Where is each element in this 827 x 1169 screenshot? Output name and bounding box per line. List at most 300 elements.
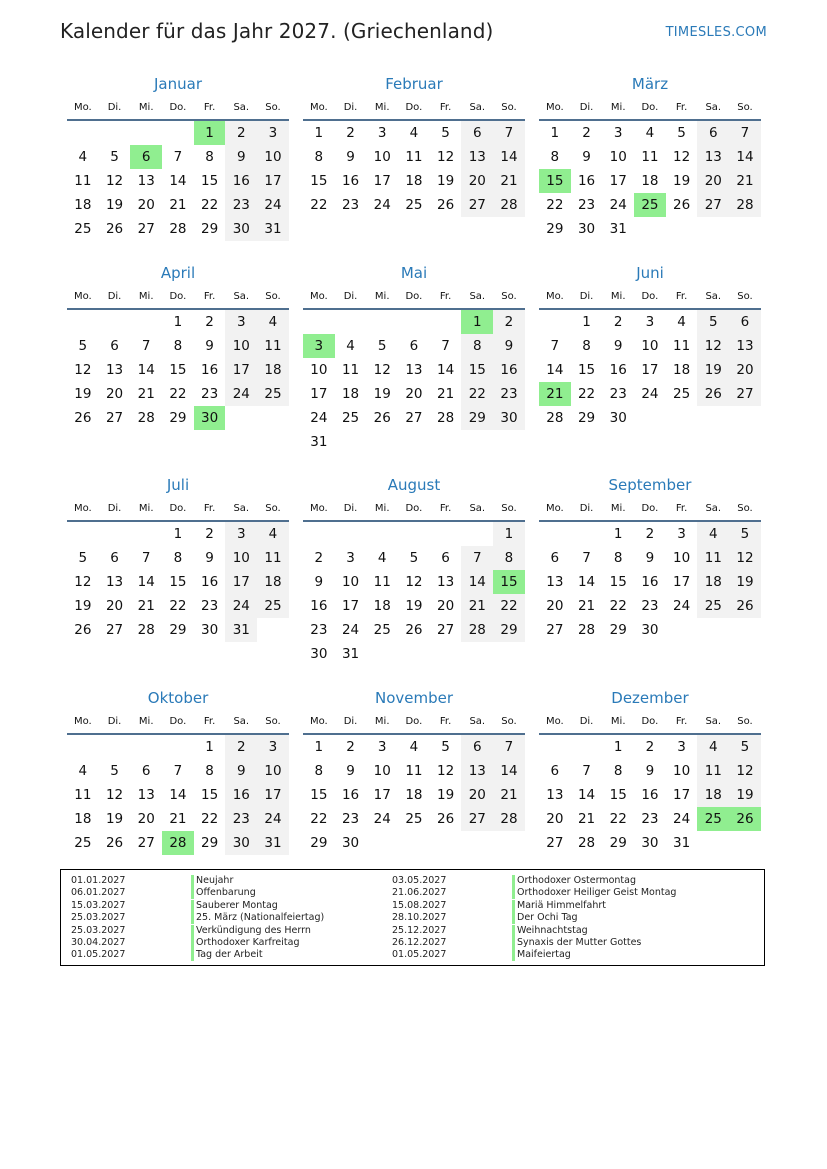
day-cell[interactable]: 1 [314, 125, 324, 141]
day-cell[interactable]: 21 [493, 169, 525, 193]
day-cell[interactable]: 9 [346, 763, 355, 779]
day-cell[interactable]: 5 [110, 763, 119, 779]
day-cell[interactable]: 4 [645, 125, 655, 141]
day-cell[interactable]: 5 [409, 550, 419, 566]
day-cell[interactable]: 23 [641, 811, 659, 827]
day-cell[interactable]: 27 [461, 193, 493, 217]
day-cell[interactable]: 20 [105, 598, 124, 614]
day-cell[interactable]: 1 [613, 739, 623, 755]
day-cell[interactable]: 11 [373, 574, 391, 590]
day-cell[interactable]: 13 [729, 334, 761, 358]
day-cell[interactable]: 13 [405, 362, 423, 378]
day-cell[interactable]: 29 [493, 618, 525, 642]
day-cell[interactable]: 14 [169, 173, 187, 189]
day-cell[interactable]: 9 [346, 149, 355, 165]
day-cell[interactable]: 2 [346, 125, 355, 141]
day-cell[interactable]: 28 [577, 835, 596, 851]
day-cell[interactable]: 22 [577, 386, 596, 402]
day-cell[interactable]: 29 [546, 221, 564, 237]
day-cell[interactable]: 6 [110, 550, 119, 566]
day-cell[interactable]: 27 [137, 835, 155, 851]
day-cell[interactable]: 15 [461, 358, 493, 382]
day-cell[interactable]: 12 [697, 334, 729, 358]
day-cell[interactable]: 31 [225, 618, 257, 642]
holiday-day-cell[interactable]: 1 [461, 310, 493, 334]
day-cell[interactable]: 13 [461, 759, 493, 783]
day-cell[interactable]: 24 [673, 598, 691, 614]
day-cell[interactable]: 30 [225, 217, 257, 241]
day-cell[interactable]: 9 [225, 759, 257, 783]
day-cell[interactable]: 7 [582, 763, 591, 779]
day-cell[interactable]: 18 [74, 197, 92, 213]
day-cell[interactable]: 4 [377, 550, 387, 566]
day-cell[interactable]: 2 [613, 314, 623, 330]
day-cell[interactable]: 24 [257, 807, 289, 831]
day-cell[interactable]: 16 [641, 787, 659, 803]
day-cell[interactable]: 4 [409, 125, 419, 141]
day-cell[interactable]: 14 [461, 570, 493, 594]
day-cell[interactable]: 12 [729, 759, 761, 783]
day-cell[interactable]: 19 [729, 570, 761, 594]
day-cell[interactable]: 10 [609, 149, 627, 165]
day-cell[interactable]: 5 [377, 338, 387, 354]
day-cell[interactable]: 28 [493, 193, 525, 217]
day-cell[interactable]: 20 [546, 598, 564, 614]
day-cell[interactable]: 1 [205, 739, 214, 755]
day-cell[interactable]: 31 [341, 646, 360, 662]
day-cell[interactable]: 21 [577, 598, 596, 614]
day-cell[interactable]: 26 [373, 410, 391, 426]
day-cell[interactable]: 16 [609, 362, 627, 378]
day-cell[interactable]: 6 [697, 121, 729, 145]
day-cell[interactable]: 21 [137, 386, 155, 402]
day-cell[interactable]: 23 [310, 622, 328, 638]
day-cell[interactable]: 3 [257, 121, 289, 145]
day-cell[interactable]: 17 [310, 386, 328, 402]
day-cell[interactable]: 10 [310, 362, 328, 378]
day-cell[interactable]: 28 [137, 622, 155, 638]
day-cell[interactable]: 9 [493, 334, 525, 358]
day-cell[interactable]: 30 [225, 831, 257, 855]
day-cell[interactable]: 21 [169, 197, 187, 213]
day-cell[interactable]: 26 [105, 221, 124, 237]
day-cell[interactable]: 12 [437, 763, 455, 779]
day-cell[interactable]: 20 [137, 197, 155, 213]
day-cell[interactable]: 17 [641, 362, 659, 378]
day-cell[interactable]: 29 [201, 835, 219, 851]
day-cell[interactable]: 2 [493, 310, 525, 334]
holiday-day-cell[interactable]: 26 [729, 807, 761, 831]
day-cell[interactable]: 1 [613, 526, 623, 542]
day-cell[interactable]: 7 [493, 121, 525, 145]
day-cell[interactable]: 15 [609, 574, 627, 590]
day-cell[interactable]: 30 [577, 221, 596, 237]
day-cell[interactable]: 27 [546, 622, 564, 638]
day-cell[interactable]: 29 [609, 622, 627, 638]
day-cell[interactable]: 30 [493, 406, 525, 430]
day-cell[interactable]: 14 [137, 574, 155, 590]
day-cell[interactable]: 15 [201, 173, 219, 189]
day-cell[interactable]: 25 [405, 811, 423, 827]
day-cell[interactable]: 13 [546, 787, 564, 803]
day-cell[interactable]: 12 [74, 574, 92, 590]
day-cell[interactable]: 25 [257, 382, 289, 406]
day-cell[interactable]: 7 [141, 550, 151, 566]
day-cell[interactable]: 2 [346, 739, 355, 755]
day-cell[interactable]: 17 [225, 358, 257, 382]
day-cell[interactable]: 1 [173, 314, 183, 330]
day-cell[interactable]: 4 [697, 522, 729, 546]
holiday-day-cell[interactable]: 28 [162, 831, 194, 855]
day-cell[interactable]: 3 [257, 735, 289, 759]
brand-link[interactable]: TIMESLES.COM [665, 25, 767, 40]
day-cell[interactable]: 16 [225, 783, 257, 807]
day-cell[interactable]: 25 [341, 410, 360, 426]
day-cell[interactable]: 28 [169, 221, 187, 237]
day-cell[interactable]: 25 [373, 622, 391, 638]
day-cell[interactable]: 18 [697, 570, 729, 594]
day-cell[interactable]: 29 [169, 622, 187, 638]
day-cell[interactable]: 24 [673, 811, 691, 827]
day-cell[interactable]: 23 [201, 386, 219, 402]
day-cell[interactable]: 31 [257, 831, 289, 855]
day-cell[interactable]: 23 [493, 382, 525, 406]
day-cell[interactable]: 5 [677, 125, 686, 141]
day-cell[interactable]: 1 [314, 739, 324, 755]
holiday-day-cell[interactable]: 1 [194, 121, 226, 145]
holiday-day-cell[interactable]: 25 [634, 193, 666, 217]
day-cell[interactable]: 15 [310, 787, 328, 803]
day-cell[interactable]: 29 [310, 835, 328, 851]
day-cell[interactable]: 31 [257, 217, 289, 241]
day-cell[interactable]: 3 [225, 310, 257, 334]
day-cell[interactable]: 26 [405, 622, 423, 638]
day-cell[interactable]: 13 [546, 574, 564, 590]
day-cell[interactable]: 29 [169, 410, 187, 426]
day-cell[interactable]: 6 [141, 763, 151, 779]
day-cell[interactable]: 24 [310, 410, 328, 426]
day-cell[interactable]: 3 [377, 739, 387, 755]
day-cell[interactable]: 25 [405, 197, 423, 213]
day-cell[interactable]: 22 [493, 594, 525, 618]
day-cell[interactable]: 22 [609, 598, 627, 614]
day-cell[interactable]: 2 [225, 735, 257, 759]
day-cell[interactable]: 17 [673, 574, 691, 590]
day-cell[interactable]: 29 [609, 835, 627, 851]
day-cell[interactable]: 21 [169, 811, 187, 827]
day-cell[interactable]: 16 [201, 574, 219, 590]
day-cell[interactable]: 22 [609, 811, 627, 827]
day-cell[interactable]: 23 [225, 807, 257, 831]
day-cell[interactable]: 23 [641, 598, 659, 614]
day-cell[interactable]: 5 [78, 338, 88, 354]
day-cell[interactable]: 24 [641, 386, 659, 402]
day-cell[interactable]: 14 [169, 787, 187, 803]
day-cell[interactable]: 4 [257, 522, 289, 546]
day-cell[interactable]: 22 [310, 197, 328, 213]
day-cell[interactable]: 18 [405, 173, 423, 189]
day-cell[interactable]: 22 [310, 811, 328, 827]
day-cell[interactable]: 10 [225, 546, 257, 570]
holiday-day-cell[interactable]: 21 [539, 382, 571, 406]
day-cell[interactable]: 26 [673, 197, 691, 213]
day-cell[interactable]: 20 [461, 783, 493, 807]
day-cell[interactable]: 10 [257, 759, 289, 783]
day-cell[interactable]: 26 [437, 197, 455, 213]
day-cell[interactable]: 22 [546, 197, 564, 213]
day-cell[interactable]: 18 [641, 173, 659, 189]
day-cell[interactable]: 6 [110, 338, 119, 354]
day-cell[interactable]: 13 [137, 173, 155, 189]
day-cell[interactable]: 6 [550, 763, 560, 779]
day-cell[interactable]: 6 [729, 310, 761, 334]
day-cell[interactable]: 23 [225, 193, 257, 217]
day-cell[interactable]: 21 [437, 386, 455, 402]
day-cell[interactable]: 4 [346, 338, 355, 354]
day-cell[interactable]: 17 [257, 169, 289, 193]
day-cell[interactable]: 19 [697, 358, 729, 382]
day-cell[interactable]: 12 [437, 149, 455, 165]
day-cell[interactable]: 19 [673, 173, 691, 189]
day-cell[interactable]: 16 [341, 787, 360, 803]
day-cell[interactable]: 26 [437, 811, 455, 827]
day-cell[interactable]: 5 [441, 739, 450, 755]
day-cell[interactable]: 5 [729, 522, 761, 546]
day-cell[interactable]: 1 [173, 526, 183, 542]
day-cell[interactable]: 18 [673, 362, 691, 378]
day-cell[interactable]: 26 [105, 835, 124, 851]
day-cell[interactable]: 8 [461, 334, 493, 358]
day-cell[interactable]: 17 [373, 787, 391, 803]
day-cell[interactable]: 4 [257, 310, 289, 334]
day-cell[interactable]: 27 [105, 622, 124, 638]
day-cell[interactable]: 1 [550, 125, 560, 141]
day-cell[interactable]: 27 [105, 410, 124, 426]
day-cell[interactable]: 3 [613, 125, 623, 141]
day-cell[interactable]: 28 [546, 410, 564, 426]
day-cell[interactable]: 13 [697, 145, 729, 169]
day-cell[interactable]: 5 [110, 149, 119, 165]
day-cell[interactable]: 3 [677, 739, 686, 755]
day-cell[interactable]: 20 [437, 598, 455, 614]
day-cell[interactable]: 21 [577, 811, 596, 827]
day-cell[interactable]: 14 [437, 362, 455, 378]
day-cell[interactable]: 28 [493, 807, 525, 831]
day-cell[interactable]: 13 [437, 574, 455, 590]
day-cell[interactable]: 17 [341, 598, 360, 614]
day-cell[interactable]: 15 [169, 362, 187, 378]
day-cell[interactable]: 28 [437, 410, 455, 426]
day-cell[interactable]: 27 [437, 622, 455, 638]
day-cell[interactable]: 21 [729, 169, 761, 193]
day-cell[interactable]: 13 [461, 145, 493, 169]
day-cell[interactable]: 23 [341, 197, 360, 213]
day-cell[interactable]: 1 [582, 314, 591, 330]
day-cell[interactable]: 12 [729, 546, 761, 570]
day-cell[interactable]: 16 [341, 173, 360, 189]
day-cell[interactable]: 5 [441, 125, 450, 141]
day-cell[interactable]: 9 [645, 763, 655, 779]
day-cell[interactable]: 11 [257, 546, 289, 570]
day-cell[interactable]: 11 [697, 759, 729, 783]
day-cell[interactable]: 7 [441, 338, 450, 354]
day-cell[interactable]: 24 [225, 382, 257, 406]
day-cell[interactable]: 19 [437, 787, 455, 803]
day-cell[interactable]: 2 [582, 125, 591, 141]
day-cell[interactable]: 10 [673, 763, 691, 779]
day-cell[interactable]: 7 [729, 121, 761, 145]
day-cell[interactable]: 13 [105, 574, 124, 590]
day-cell[interactable]: 19 [105, 811, 124, 827]
day-cell[interactable]: 31 [310, 434, 328, 450]
day-cell[interactable]: 8 [613, 763, 623, 779]
day-cell[interactable]: 30 [341, 835, 360, 851]
day-cell[interactable]: 19 [729, 783, 761, 807]
day-cell[interactable]: 2 [205, 314, 214, 330]
holiday-day-cell[interactable]: 15 [539, 169, 571, 193]
day-cell[interactable]: 20 [697, 169, 729, 193]
day-cell[interactable]: 24 [609, 197, 627, 213]
day-cell[interactable]: 12 [105, 787, 124, 803]
day-cell[interactable]: 16 [310, 598, 328, 614]
day-cell[interactable]: 7 [550, 338, 560, 354]
day-cell[interactable]: 25 [74, 835, 92, 851]
day-cell[interactable]: 17 [673, 787, 691, 803]
day-cell[interactable]: 27 [137, 221, 155, 237]
day-cell[interactable]: 16 [201, 362, 219, 378]
day-cell[interactable]: 8 [173, 550, 183, 566]
day-cell[interactable]: 20 [546, 811, 564, 827]
day-cell[interactable]: 11 [405, 763, 423, 779]
day-cell[interactable]: 8 [582, 338, 591, 354]
day-cell[interactable]: 16 [493, 358, 525, 382]
day-cell[interactable]: 18 [257, 358, 289, 382]
day-cell[interactable]: 12 [405, 574, 423, 590]
day-cell[interactable]: 26 [697, 382, 729, 406]
day-cell[interactable]: 11 [74, 787, 92, 803]
day-cell[interactable]: 25 [257, 594, 289, 618]
day-cell[interactable]: 15 [577, 362, 596, 378]
day-cell[interactable]: 24 [257, 193, 289, 217]
day-cell[interactable]: 2 [314, 550, 324, 566]
day-cell[interactable]: 16 [225, 169, 257, 193]
day-cell[interactable]: 9 [205, 550, 214, 566]
day-cell[interactable]: 24 [373, 811, 391, 827]
day-cell[interactable]: 6 [461, 121, 493, 145]
day-cell[interactable]: 14 [137, 362, 155, 378]
day-cell[interactable]: 2 [225, 121, 257, 145]
day-cell[interactable]: 3 [377, 125, 387, 141]
day-cell[interactable]: 2 [645, 739, 655, 755]
day-cell[interactable]: 5 [729, 735, 761, 759]
day-cell[interactable]: 30 [310, 646, 328, 662]
day-cell[interactable]: 13 [105, 362, 124, 378]
day-cell[interactable]: 26 [74, 410, 92, 426]
holiday-day-cell[interactable]: 15 [493, 570, 525, 594]
day-cell[interactable]: 5 [78, 550, 88, 566]
day-cell[interactable]: 11 [405, 149, 423, 165]
day-cell[interactable]: 23 [201, 598, 219, 614]
day-cell[interactable]: 18 [405, 787, 423, 803]
day-cell[interactable]: 20 [137, 811, 155, 827]
day-cell[interactable]: 14 [493, 145, 525, 169]
day-cell[interactable]: 24 [373, 197, 391, 213]
day-cell[interactable]: 27 [405, 410, 423, 426]
day-cell[interactable]: 4 [78, 149, 88, 165]
day-cell[interactable]: 6 [441, 550, 450, 566]
day-cell[interactable]: 14 [493, 759, 525, 783]
day-cell[interactable]: 10 [373, 149, 391, 165]
day-cell[interactable]: 25 [673, 386, 691, 402]
holiday-day-cell[interactable]: 3 [303, 334, 335, 358]
day-cell[interactable]: 15 [201, 787, 219, 803]
day-cell[interactable]: 9 [645, 550, 655, 566]
day-cell[interactable]: 19 [437, 173, 455, 189]
day-cell[interactable]: 19 [405, 598, 423, 614]
day-cell[interactable]: 12 [673, 149, 691, 165]
day-cell[interactable]: 8 [314, 149, 324, 165]
day-cell[interactable]: 12 [105, 173, 124, 189]
day-cell[interactable]: 9 [314, 574, 324, 590]
day-cell[interactable]: 26 [74, 622, 92, 638]
day-cell[interactable]: 1 [493, 522, 525, 546]
day-cell[interactable]: 8 [314, 763, 324, 779]
day-cell[interactable]: 30 [201, 622, 219, 638]
day-cell[interactable]: 9 [225, 145, 257, 169]
day-cell[interactable]: 7 [141, 338, 151, 354]
day-cell[interactable]: 17 [373, 173, 391, 189]
day-cell[interactable]: 18 [341, 386, 360, 402]
day-cell[interactable]: 8 [550, 149, 560, 165]
day-cell[interactable]: 12 [74, 362, 92, 378]
day-cell[interactable]: 18 [257, 570, 289, 594]
day-cell[interactable]: 21 [461, 594, 493, 618]
day-cell[interactable]: 23 [609, 386, 627, 402]
day-cell[interactable]: 8 [613, 550, 623, 566]
day-cell[interactable]: 7 [173, 149, 183, 165]
day-cell[interactable]: 4 [409, 739, 419, 755]
day-cell[interactable]: 22 [461, 382, 493, 406]
day-cell[interactable]: 9 [613, 338, 623, 354]
day-cell[interactable]: 19 [105, 197, 124, 213]
day-cell[interactable]: 11 [673, 338, 691, 354]
day-cell[interactable]: 9 [582, 149, 591, 165]
day-cell[interactable]: 17 [257, 783, 289, 807]
day-cell[interactable]: 27 [546, 835, 564, 851]
day-cell[interactable]: 3 [346, 550, 355, 566]
day-cell[interactable]: 28 [461, 618, 493, 642]
day-cell[interactable]: 20 [105, 386, 124, 402]
day-cell[interactable]: 20 [405, 386, 423, 402]
day-cell[interactable]: 21 [137, 598, 155, 614]
day-cell[interactable]: 19 [373, 386, 391, 402]
day-cell[interactable]: 3 [645, 314, 655, 330]
day-cell[interactable]: 15 [310, 173, 328, 189]
day-cell[interactable]: 19 [74, 386, 92, 402]
day-cell[interactable]: 24 [341, 622, 360, 638]
day-cell[interactable]: 29 [461, 406, 493, 430]
day-cell[interactable]: 7 [493, 735, 525, 759]
day-cell[interactable]: 24 [225, 594, 257, 618]
day-cell[interactable]: 2 [205, 526, 214, 542]
day-cell[interactable]: 6 [550, 550, 560, 566]
day-cell[interactable]: 28 [137, 410, 155, 426]
day-cell[interactable]: 10 [641, 338, 659, 354]
day-cell[interactable]: 21 [493, 783, 525, 807]
day-cell[interactable]: 16 [577, 173, 596, 189]
day-cell[interactable]: 6 [461, 735, 493, 759]
day-cell[interactable]: 3 [677, 526, 686, 542]
